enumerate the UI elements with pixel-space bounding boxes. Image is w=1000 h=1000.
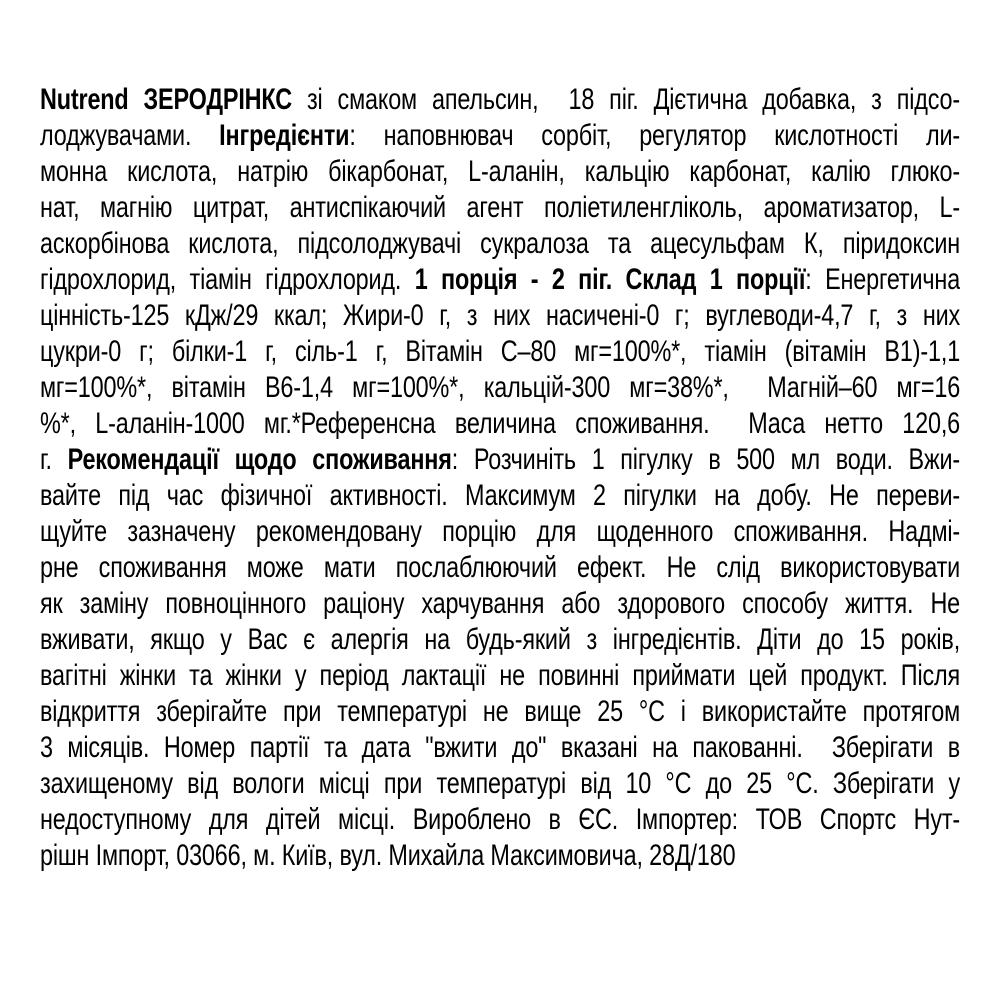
body-text-segment: 3 місяців. Номер партії та дата "вжити до" вказані на пакованні. Зберігати в (40, 731, 961, 764)
body-text-segment: зі смаком апельсин, 18 піг. Дієтична добавка, з підсо- (291, 83, 961, 116)
body-text-segment: лоджувачами. (40, 119, 220, 152)
text-line (40, 478, 960, 514)
body-text-segment: недоступному для дітей місці. Вироблено в ЄС. Імпортер: ТОВ Спортс Нут- (40, 803, 961, 836)
body-text-segment: нат, магнію цитрат, антиспікаючий агент поліетиленгліколь, ароматизатор, L- (40, 191, 961, 224)
text-line (40, 802, 960, 838)
text-line (40, 586, 960, 622)
text-line (40, 730, 960, 766)
body-text-segment: відкриття зберігайте при температурі не вище 25 °C і використайте протягом (40, 695, 961, 728)
bold-text-segment: Інгредієнти (219, 119, 350, 152)
text-line (40, 262, 960, 298)
bold-text-segment: Nutrend ЗЕРОДРІНКС (40, 83, 292, 116)
text-line (40, 694, 960, 730)
body-text-segment: гідрохлорид, тіамін гідрохлорид. (40, 263, 415, 296)
body-text-segment: %*, L-аланін-1000 мг.*Референсна величина споживання. Маса нетто 120,6 (40, 407, 961, 440)
text-line (40, 82, 960, 118)
body-text-segment: як заміну повноцінного раціону харчування або здорового способу життя. Не (40, 587, 961, 620)
text-line (40, 550, 960, 586)
text-line (40, 658, 960, 694)
text-line (40, 622, 960, 658)
text-line (40, 334, 960, 370)
text-line (40, 766, 960, 802)
body-text-segment: вживати, якщо у Вас є алергія на будь-який з інгредієнтів. Діти до 15 років, (40, 623, 961, 656)
body-text-segment: вагітні жінки та жінки у період лактації не повинні приймати цей продукт. Після (40, 659, 961, 692)
text-line (40, 838, 960, 874)
body-text-segment: монна кислота, натрію бікарбонат, L-аланін, кальцію карбонат, калію глюко- (40, 155, 961, 188)
text-line (40, 442, 960, 478)
text-line (40, 190, 960, 226)
body-text-segment: цінність-125 кДж/29 ккал; Жири-0 г, з них насичені-0 г; вуглеводи-4,7 г, з них (40, 299, 961, 332)
text-line (40, 370, 960, 406)
body-text-segment: аскорбінова кислота, підсолоджувачі сукралоза та ацесульфам К, піридоксин (40, 227, 961, 260)
body-text-segment: : Енергетична (805, 263, 961, 296)
body-text-segment: захищеному від вологи місці при температурі від 10 °C до 25 °C. Зберігати у (40, 767, 961, 800)
bold-text-segment: Рекомендації щодо споживання (67, 443, 452, 476)
body-text-segment: мг=100%*, вітамін В6-1,4 мг=100%*, кальцій-300 мг=38%*, Магній–60 мг=16 (40, 371, 961, 404)
body-text-segment: вайте під час фізичної активності. Максимум 2 пігулки на добу. Не переви- (40, 479, 961, 512)
text-line (40, 298, 960, 334)
body-text-segment: рне споживання може мати послаблюючий ефект. Не слід використовувати (40, 551, 961, 584)
text-line (40, 406, 960, 442)
text-line (40, 514, 960, 550)
label-text-block (40, 82, 960, 874)
body-text-segment: г. (40, 443, 68, 476)
body-text-segment: цукри-0 г; білки-1 г, сіль-1 г, Вітамін С–80 мг=100%*, тіамін (вітамін В1)-1,1 (40, 335, 961, 368)
body-text-segment: щуйте зазначену рекомендовану порцію для щоденного споживання. Надмі- (40, 515, 961, 548)
bold-text-segment: 1 порція - 2 піг. Склад 1 порції (414, 263, 806, 296)
body-text-segment: рішн Імпорт, 03066, м. Київ, вул. Михайла Максимовича, 28Д/180 (40, 839, 736, 872)
text-line (40, 154, 960, 190)
text-line (40, 118, 960, 154)
body-text-segment: : наповнювач сорбіт, регулятор кислотності ли- (349, 119, 961, 152)
body-text-segment: : Розчиніть 1 пігулку в 500 мл води. Вжи- (451, 443, 961, 476)
text-line (40, 226, 960, 262)
